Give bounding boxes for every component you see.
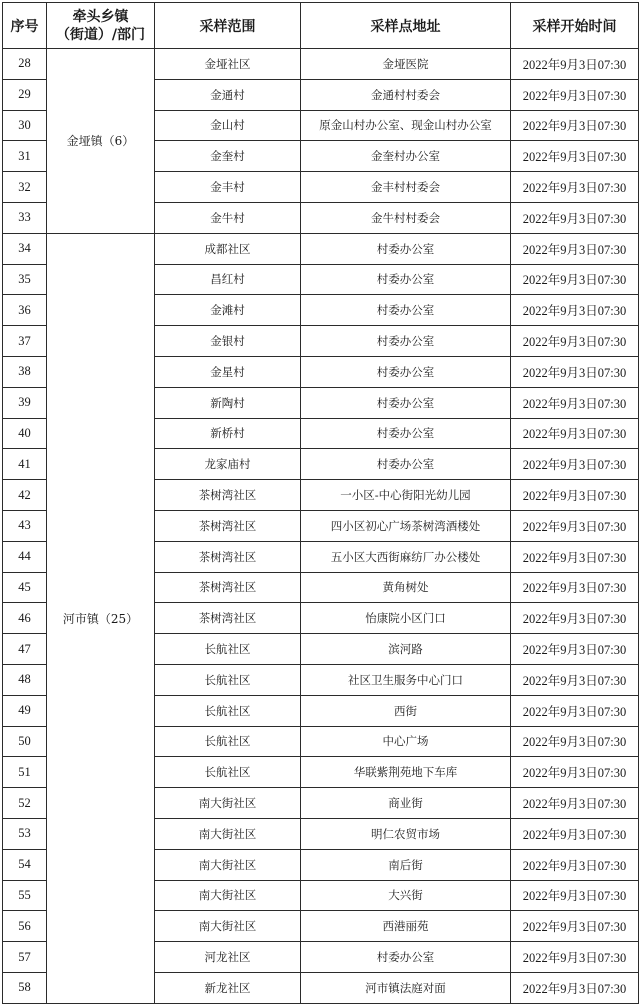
row-scope-cell: 南大街社区 bbox=[155, 818, 301, 849]
row-seq-cell: 56 bbox=[3, 911, 47, 942]
row-address-cell: 金丰村村委会 bbox=[301, 172, 511, 203]
row-address-cell: 滨河路 bbox=[301, 634, 511, 665]
row-time-cell: 2022年9月3日07:30 bbox=[511, 326, 639, 357]
row-time-cell: 2022年9月3日07:30 bbox=[511, 541, 639, 572]
row-scope-cell: 金奎村 bbox=[155, 141, 301, 172]
row-scope-cell: 金垭社区 bbox=[155, 49, 301, 80]
row-scope-cell: 茶树湾社区 bbox=[155, 541, 301, 572]
row-scope-cell: 金银村 bbox=[155, 326, 301, 357]
row-seq-cell: 53 bbox=[3, 818, 47, 849]
row-address-cell: 村委办公室 bbox=[301, 264, 511, 295]
row-address-cell: 商业街 bbox=[301, 788, 511, 819]
row-time-cell: 2022年9月3日07:30 bbox=[511, 172, 639, 203]
row-address-cell: 村委办公室 bbox=[301, 326, 511, 357]
row-scope-cell: 南大街社区 bbox=[155, 849, 301, 880]
row-address-cell: 金奎村办公室 bbox=[301, 141, 511, 172]
town-cell: 金垭镇（6） bbox=[47, 49, 155, 234]
header-start-time: 采样开始时间 bbox=[511, 3, 639, 49]
sampling-sites-table bbox=[2, 2, 639, 1004]
row-scope-cell: 茶树湾社区 bbox=[155, 480, 301, 511]
header-address: 采样点地址 bbox=[301, 3, 511, 49]
row-seq-cell: 51 bbox=[3, 757, 47, 788]
row-scope-cell: 金通村 bbox=[155, 79, 301, 110]
row-scope-cell: 茶树湾社区 bbox=[155, 572, 301, 603]
row-time-cell: 2022年9月3日07:30 bbox=[511, 480, 639, 511]
row-address-cell: 中心广场 bbox=[301, 726, 511, 757]
row-scope-cell: 长航社区 bbox=[155, 664, 301, 695]
row-seq-cell: 32 bbox=[3, 172, 47, 203]
row-seq-cell: 33 bbox=[3, 202, 47, 233]
row-scope-cell: 河龙社区 bbox=[155, 942, 301, 973]
row-time-cell: 2022年9月3日07:30 bbox=[511, 49, 639, 80]
row-address-cell: 原金山村办公室、现金山村办公室 bbox=[301, 110, 511, 141]
row-address-cell: 金通村村委会 bbox=[301, 79, 511, 110]
row-time-cell: 2022年9月3日07:30 bbox=[511, 757, 639, 788]
row-time-cell: 2022年9月3日07:30 bbox=[511, 695, 639, 726]
row-time-cell: 2022年9月3日07:30 bbox=[511, 942, 639, 973]
table-body bbox=[3, 49, 639, 1004]
row-seq-cell: 30 bbox=[3, 110, 47, 141]
row-time-cell: 2022年9月3日07:30 bbox=[511, 387, 639, 418]
row-scope-cell: 南大街社区 bbox=[155, 911, 301, 942]
row-seq-cell: 54 bbox=[3, 849, 47, 880]
row-address-cell: 大兴街 bbox=[301, 880, 511, 911]
row-address-cell: 金牛村村委会 bbox=[301, 202, 511, 233]
row-seq-cell: 47 bbox=[3, 634, 47, 665]
row-seq-cell: 42 bbox=[3, 480, 47, 511]
row-time-cell: 2022年9月3日07:30 bbox=[511, 880, 639, 911]
row-address-cell: 五小区大西街麻纺厂办公楼处 bbox=[301, 541, 511, 572]
header-scope: 采样范围 bbox=[155, 3, 301, 49]
table-header bbox=[3, 3, 639, 49]
row-seq-cell: 55 bbox=[3, 880, 47, 911]
row-address-cell: 村委办公室 bbox=[301, 387, 511, 418]
row-seq-cell: 50 bbox=[3, 726, 47, 757]
row-address-cell: 村委办公室 bbox=[301, 233, 511, 264]
row-time-cell: 2022年9月3日07:30 bbox=[511, 202, 639, 233]
row-time-cell: 2022年9月3日07:30 bbox=[511, 418, 639, 449]
row-scope-cell: 金丰村 bbox=[155, 172, 301, 203]
row-seq-cell: 44 bbox=[3, 541, 47, 572]
row-scope-cell: 新桥村 bbox=[155, 418, 301, 449]
row-time-cell: 2022年9月3日07:30 bbox=[511, 911, 639, 942]
row-time-cell: 2022年9月3日07:30 bbox=[511, 849, 639, 880]
row-seq-cell: 57 bbox=[3, 942, 47, 973]
row-address-cell: 一小区-中心街阳光幼儿园 bbox=[301, 480, 511, 511]
row-scope-cell: 长航社区 bbox=[155, 695, 301, 726]
row-scope-cell: 茶树湾社区 bbox=[155, 603, 301, 634]
row-seq-cell: 36 bbox=[3, 295, 47, 326]
row-seq-cell: 38 bbox=[3, 356, 47, 387]
row-scope-cell: 长航社区 bbox=[155, 726, 301, 757]
row-seq-cell: 45 bbox=[3, 572, 47, 603]
town-cell: 河市镇（25） bbox=[47, 233, 155, 1003]
row-seq-cell: 52 bbox=[3, 788, 47, 819]
row-time-cell: 2022年9月3日07:30 bbox=[511, 110, 639, 141]
row-address-cell: 村委办公室 bbox=[301, 295, 511, 326]
row-address-cell: 黄角树处 bbox=[301, 572, 511, 603]
row-seq-cell: 35 bbox=[3, 264, 47, 295]
row-scope-cell: 长航社区 bbox=[155, 634, 301, 665]
row-scope-cell: 成都社区 bbox=[155, 233, 301, 264]
row-time-cell: 2022年9月3日07:30 bbox=[511, 726, 639, 757]
row-seq-cell: 58 bbox=[3, 972, 47, 1003]
row-scope-cell: 昌红村 bbox=[155, 264, 301, 295]
row-seq-cell: 48 bbox=[3, 664, 47, 695]
row-scope-cell: 茶树湾社区 bbox=[155, 510, 301, 541]
row-time-cell: 2022年9月3日07:30 bbox=[511, 572, 639, 603]
row-scope-cell: 龙家庙村 bbox=[155, 449, 301, 480]
row-address-cell: 南后街 bbox=[301, 849, 511, 880]
row-address-cell: 社区卫生服务中心门口 bbox=[301, 664, 511, 695]
row-time-cell: 2022年9月3日07:30 bbox=[511, 664, 639, 695]
row-time-cell: 2022年9月3日07:30 bbox=[511, 79, 639, 110]
row-seq-cell: 41 bbox=[3, 449, 47, 480]
row-seq-cell: 31 bbox=[3, 141, 47, 172]
row-scope-cell: 南大街社区 bbox=[155, 880, 301, 911]
row-address-cell: 怡康院小区门口 bbox=[301, 603, 511, 634]
row-address-cell: 明仁农贸市场 bbox=[301, 818, 511, 849]
row-address-cell: 村委办公室 bbox=[301, 449, 511, 480]
row-address-cell: 河市镇法庭对面 bbox=[301, 972, 511, 1003]
header-seq: 序号 bbox=[3, 3, 47, 49]
row-scope-cell: 金滩村 bbox=[155, 295, 301, 326]
row-address-cell: 华联紫荆苑地下车库 bbox=[301, 757, 511, 788]
row-address-cell: 四小区初心广场茶树湾酒楼处 bbox=[301, 510, 511, 541]
row-time-cell: 2022年9月3日07:30 bbox=[511, 264, 639, 295]
row-seq-cell: 39 bbox=[3, 387, 47, 418]
row-seq-cell: 43 bbox=[3, 510, 47, 541]
row-seq-cell: 34 bbox=[3, 233, 47, 264]
row-scope-cell: 长航社区 bbox=[155, 757, 301, 788]
row-time-cell: 2022年9月3日07:30 bbox=[511, 356, 639, 387]
row-time-cell: 2022年9月3日07:30 bbox=[511, 233, 639, 264]
row-scope-cell: 南大街社区 bbox=[155, 788, 301, 819]
row-time-cell: 2022年9月3日07:30 bbox=[511, 141, 639, 172]
row-seq-cell: 40 bbox=[3, 418, 47, 449]
row-address-cell: 金垭医院 bbox=[301, 49, 511, 80]
row-time-cell: 2022年9月3日07:30 bbox=[511, 295, 639, 326]
row-time-cell: 2022年9月3日07:30 bbox=[511, 510, 639, 541]
row-seq-cell: 46 bbox=[3, 603, 47, 634]
row-address-cell: 村委办公室 bbox=[301, 418, 511, 449]
row-seq-cell: 37 bbox=[3, 326, 47, 357]
table-row bbox=[3, 49, 639, 80]
row-time-cell: 2022年9月3日07:30 bbox=[511, 603, 639, 634]
row-seq-cell: 49 bbox=[3, 695, 47, 726]
row-scope-cell: 金山村 bbox=[155, 110, 301, 141]
row-scope-cell: 金牛村 bbox=[155, 202, 301, 233]
row-time-cell: 2022年9月3日07:30 bbox=[511, 449, 639, 480]
row-seq-cell: 29 bbox=[3, 79, 47, 110]
row-time-cell: 2022年9月3日07:30 bbox=[511, 972, 639, 1003]
header-town-line1: 牵头乡镇 bbox=[72, 8, 129, 25]
row-address-cell: 西港丽苑 bbox=[301, 911, 511, 942]
row-address-cell: 西街 bbox=[301, 695, 511, 726]
row-address-cell: 村委办公室 bbox=[301, 942, 511, 973]
row-scope-cell: 新龙社区 bbox=[155, 972, 301, 1003]
header-town bbox=[47, 3, 155, 49]
table-row bbox=[3, 233, 639, 264]
row-seq-cell: 28 bbox=[3, 49, 47, 80]
row-scope-cell: 金星村 bbox=[155, 356, 301, 387]
header-town-line2: （街道）/部门 bbox=[55, 26, 146, 43]
row-address-cell: 村委办公室 bbox=[301, 356, 511, 387]
row-time-cell: 2022年9月3日07:30 bbox=[511, 818, 639, 849]
row-scope-cell: 新陶村 bbox=[155, 387, 301, 418]
row-time-cell: 2022年9月3日07:30 bbox=[511, 634, 639, 665]
row-time-cell: 2022年9月3日07:30 bbox=[511, 788, 639, 819]
header-row bbox=[3, 3, 639, 49]
